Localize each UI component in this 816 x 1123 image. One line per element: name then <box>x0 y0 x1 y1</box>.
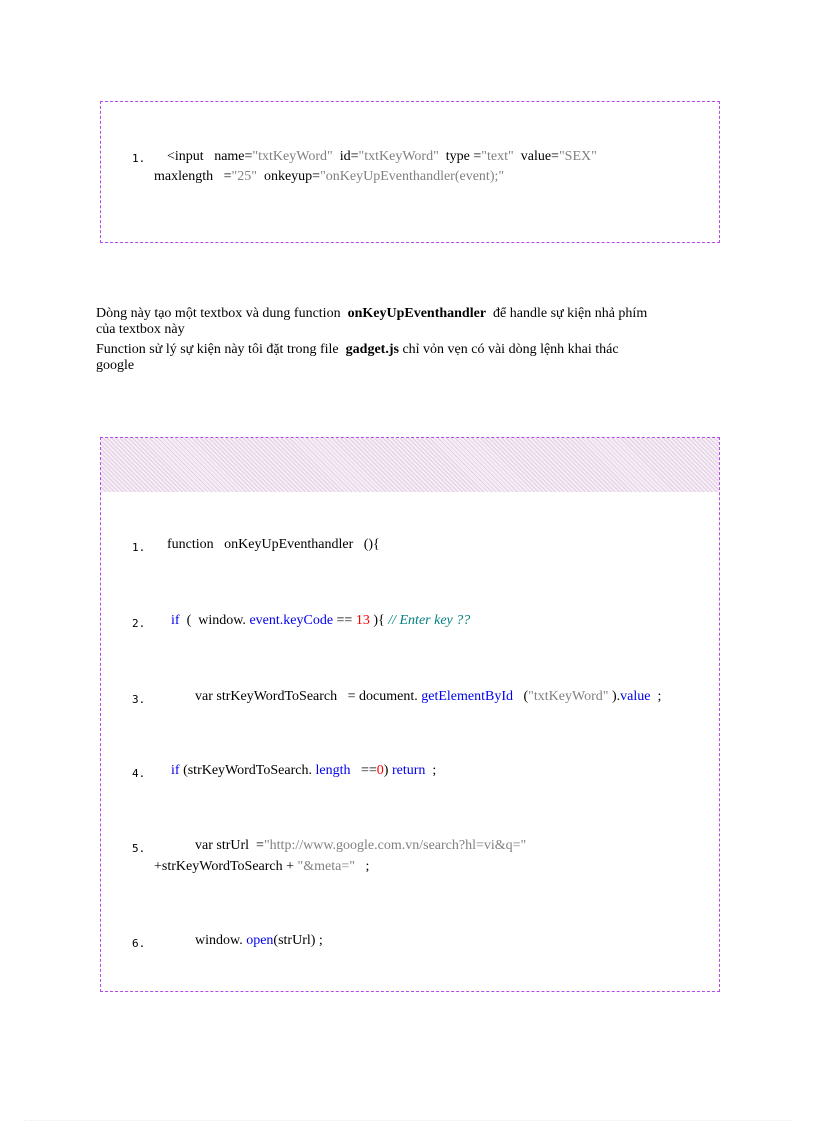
code-keyword: getElementById <box>421 689 513 704</box>
line-number: 2. <box>132 617 146 630</box>
code-string: "&meta=" <box>297 859 355 874</box>
paragraph-text: Dòng này tạo một textbox và dung function <box>96 306 341 321</box>
line-number: 5. <box>132 842 146 855</box>
code-token: ; <box>365 859 370 874</box>
code-keyword: value <box>620 689 651 704</box>
paragraph-text: Function sử lý sự kiện này tôi đặt trong file <box>96 342 339 357</box>
hatched-header <box>101 438 719 492</box>
code-line <box>195 689 661 705</box>
code-token: = <box>256 838 264 853</box>
code-token: + <box>286 859 295 874</box>
page-footer-rule <box>24 1120 792 1121</box>
code-token: function <box>167 537 214 552</box>
code-token: onkeyup= <box>263 169 321 184</box>
code-token: name= <box>214 149 253 164</box>
code-token: = <box>223 169 232 184</box>
code-line <box>171 763 436 779</box>
function-name: onKeyUpEventhandler <box>347 306 487 321</box>
code-token: ( <box>186 613 192 628</box>
paragraph-text: để handle sự kiện nhả phím <box>493 306 648 321</box>
code-line <box>167 537 380 553</box>
code-string: "txtKeyWord" <box>252 149 333 164</box>
file-name: gadget.js <box>345 342 399 357</box>
code-token: window. <box>195 933 243 948</box>
code-line <box>154 859 369 875</box>
code-token: ; <box>657 689 662 704</box>
paragraph-line <box>96 304 721 324</box>
code-line <box>154 169 504 185</box>
code-keyword: return <box>391 763 426 778</box>
code-string: "25" <box>231 169 257 184</box>
code-token: var strUrl <box>195 838 250 853</box>
code-number: 13 <box>355 613 370 628</box>
code-token: ) <box>383 763 389 778</box>
code-string: "txtKeyWord" <box>528 689 609 704</box>
code-number: 0 <box>376 763 384 778</box>
code-token: ; <box>318 933 323 948</box>
code-token: = document. <box>347 689 418 704</box>
code-token: value= <box>520 149 559 164</box>
code-keyword: if <box>171 763 180 778</box>
code-token: ){ <box>373 613 385 628</box>
line-number: 4. <box>132 767 146 780</box>
code-token: ). <box>611 689 621 704</box>
code-token: maxlength <box>154 169 214 184</box>
code-token: +strKeyWordToSearch <box>154 859 283 874</box>
code-string: "txtKeyWord" <box>358 149 439 164</box>
line-number: 6. <box>132 937 146 950</box>
code-keyword: .keyCode <box>279 613 334 628</box>
code-line <box>195 838 526 854</box>
code-token: window. <box>198 613 246 628</box>
paragraph-text: chỉ vỏn vẹn có vài dòng lệnh khai thác <box>402 342 619 357</box>
line-number: 1. <box>132 152 146 165</box>
code-token: ; <box>432 763 437 778</box>
description-paragraph <box>96 304 721 376</box>
code-string: "text" <box>481 149 514 164</box>
code-comment: // Enter key ?? <box>388 613 471 628</box>
code-token: == <box>360 763 377 778</box>
code-token: (strUrl) <box>273 933 316 948</box>
code-line <box>167 149 597 165</box>
code-token: (){ <box>363 537 380 552</box>
code-token: == <box>336 613 353 628</box>
code-string: "SEX" <box>558 149 597 164</box>
code-token: ( <box>523 689 529 704</box>
code-string: "http://www.google.com.vn/search?hl=vi&q=" <box>263 838 527 853</box>
code-snippet-handler <box>100 437 720 992</box>
code-token: onKeyUpEventhandler <box>224 537 354 552</box>
code-token: id= <box>339 149 359 164</box>
code-token: var strKeyWordToSearch <box>195 689 338 704</box>
code-line <box>171 613 470 629</box>
line-number: 1. <box>132 541 146 554</box>
code-keyword: event <box>249 613 280 628</box>
code-token: type = <box>445 149 482 164</box>
line-number: 3. <box>132 693 146 706</box>
code-keyword: if <box>171 613 180 628</box>
code-token: <input <box>167 149 204 164</box>
code-string: "onKeyUpEventhandler(event);" <box>320 169 505 184</box>
code-keyword: open <box>246 933 274 948</box>
paragraph-line: của textbox này <box>96 322 185 337</box>
paragraph-line: google <box>96 358 135 373</box>
code-snippet-input <box>100 101 720 243</box>
code-token: (strKeyWordToSearch. <box>183 763 312 778</box>
code-line <box>195 933 323 949</box>
code-keyword: length <box>315 763 351 778</box>
